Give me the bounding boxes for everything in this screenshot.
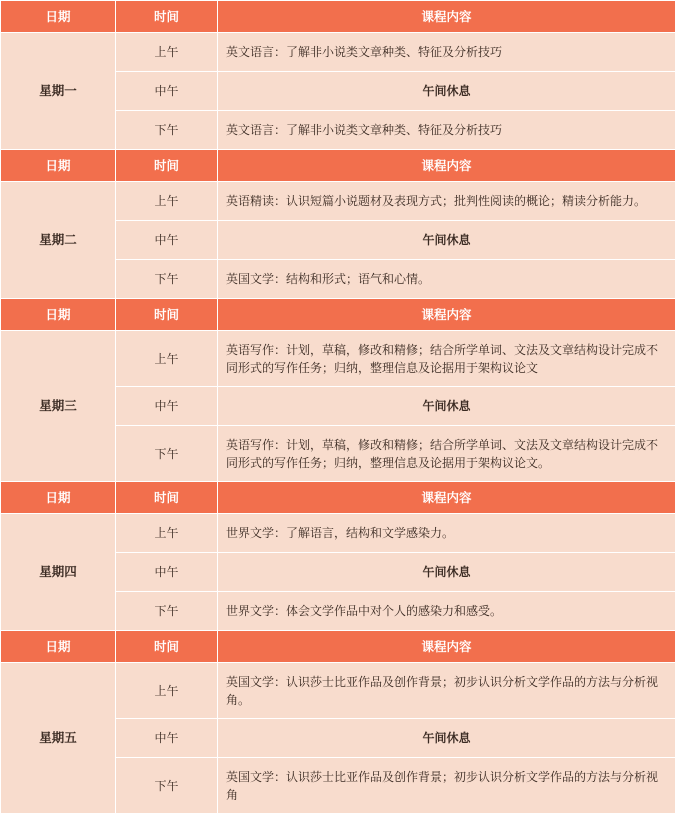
time-header: 时间 bbox=[116, 631, 218, 663]
day-cell: 星期一 bbox=[1, 33, 116, 150]
content-cell: 英文语言：了解非小说类文章种类、特征及分析技巧 bbox=[218, 111, 675, 150]
time-cell: 上午 bbox=[116, 182, 218, 221]
table-row bbox=[1, 663, 675, 719]
day-cell: 星期三 bbox=[1, 331, 116, 482]
table-row bbox=[1, 182, 675, 221]
table-row bbox=[1, 331, 675, 387]
header-row bbox=[1, 299, 675, 331]
lunch-break-cell: 午间休息 bbox=[218, 221, 675, 260]
lunch-break-cell: 午间休息 bbox=[218, 719, 675, 758]
date-header: 日期 bbox=[1, 150, 116, 182]
time-cell: 上午 bbox=[116, 33, 218, 72]
time-cell: 中午 bbox=[116, 387, 218, 426]
time-cell: 下午 bbox=[116, 111, 218, 150]
time-cell: 下午 bbox=[116, 260, 218, 299]
day-cell: 星期五 bbox=[1, 663, 116, 814]
content-header: 课程内容 bbox=[218, 150, 675, 182]
content-cell: 英语精读：认识短篇小说题材及表现方式；批判性阅读的概论；精读分析能力。 bbox=[218, 182, 675, 221]
day-cell: 星期四 bbox=[1, 514, 116, 631]
content-cell: 英语写作：计划，草稿，修改和精修；结合所学单词、文法及文章结构设计完成不同形式的写作任务；归纳，整理信息及论据用于架构议论文。 bbox=[218, 426, 675, 482]
content-cell: 世界文学：了解语言，结构和文学感染力。 bbox=[218, 514, 675, 553]
content-cell: 英文语言：了解非小说类文章种类、特征及分析技巧 bbox=[218, 33, 675, 72]
time-header: 时间 bbox=[116, 299, 218, 331]
time-header: 时间 bbox=[116, 150, 218, 182]
time-cell: 上午 bbox=[116, 663, 218, 719]
time-cell: 中午 bbox=[116, 221, 218, 260]
time-cell: 中午 bbox=[116, 553, 218, 592]
time-cell: 中午 bbox=[116, 72, 218, 111]
time-cell: 上午 bbox=[116, 514, 218, 553]
content-header: 课程内容 bbox=[218, 299, 675, 331]
header-row bbox=[1, 482, 675, 514]
header-row bbox=[1, 631, 675, 663]
content-cell: 世界文学：体会文学作品中对个人的感染力和感受。 bbox=[218, 592, 675, 631]
lunch-break-cell: 午间休息 bbox=[218, 72, 675, 111]
lunch-break-cell: 午间休息 bbox=[218, 553, 675, 592]
date-header: 日期 bbox=[1, 482, 116, 514]
content-header: 课程内容 bbox=[218, 631, 675, 663]
date-header: 日期 bbox=[1, 299, 116, 331]
content-header: 课程内容 bbox=[218, 482, 675, 514]
header-row bbox=[1, 1, 675, 33]
date-header: 日期 bbox=[1, 1, 116, 33]
content-cell: 英语写作：计划，草稿，修改和精修；结合所学单词、文法及文章结构设计完成不同形式的写作任务；归纳，整理信息及论据用于架构议论文 bbox=[218, 331, 675, 387]
time-cell: 下午 bbox=[116, 758, 218, 814]
time-cell: 上午 bbox=[116, 331, 218, 387]
time-cell: 中午 bbox=[116, 719, 218, 758]
content-header: 课程内容 bbox=[218, 1, 675, 33]
time-header: 时间 bbox=[116, 482, 218, 514]
content-cell: 英国文学：认识莎士比亚作品及创作背景；初步认识分析文学作品的方法与分析视角 bbox=[218, 758, 675, 814]
time-cell: 下午 bbox=[116, 426, 218, 482]
table-row bbox=[1, 33, 675, 72]
time-cell: 下午 bbox=[116, 592, 218, 631]
lunch-break-cell: 午间休息 bbox=[218, 387, 675, 426]
header-row bbox=[1, 150, 675, 182]
date-header: 日期 bbox=[1, 631, 116, 663]
time-header: 时间 bbox=[116, 1, 218, 33]
content-cell: 英国文学：结构和形式；语气和心情。 bbox=[218, 260, 675, 299]
table-row bbox=[1, 514, 675, 553]
day-cell: 星期二 bbox=[1, 182, 116, 299]
content-cell: 英国文学：认识莎士比亚作品及创作背景；初步认识分析文学作品的方法与分析视角。 bbox=[218, 663, 675, 719]
